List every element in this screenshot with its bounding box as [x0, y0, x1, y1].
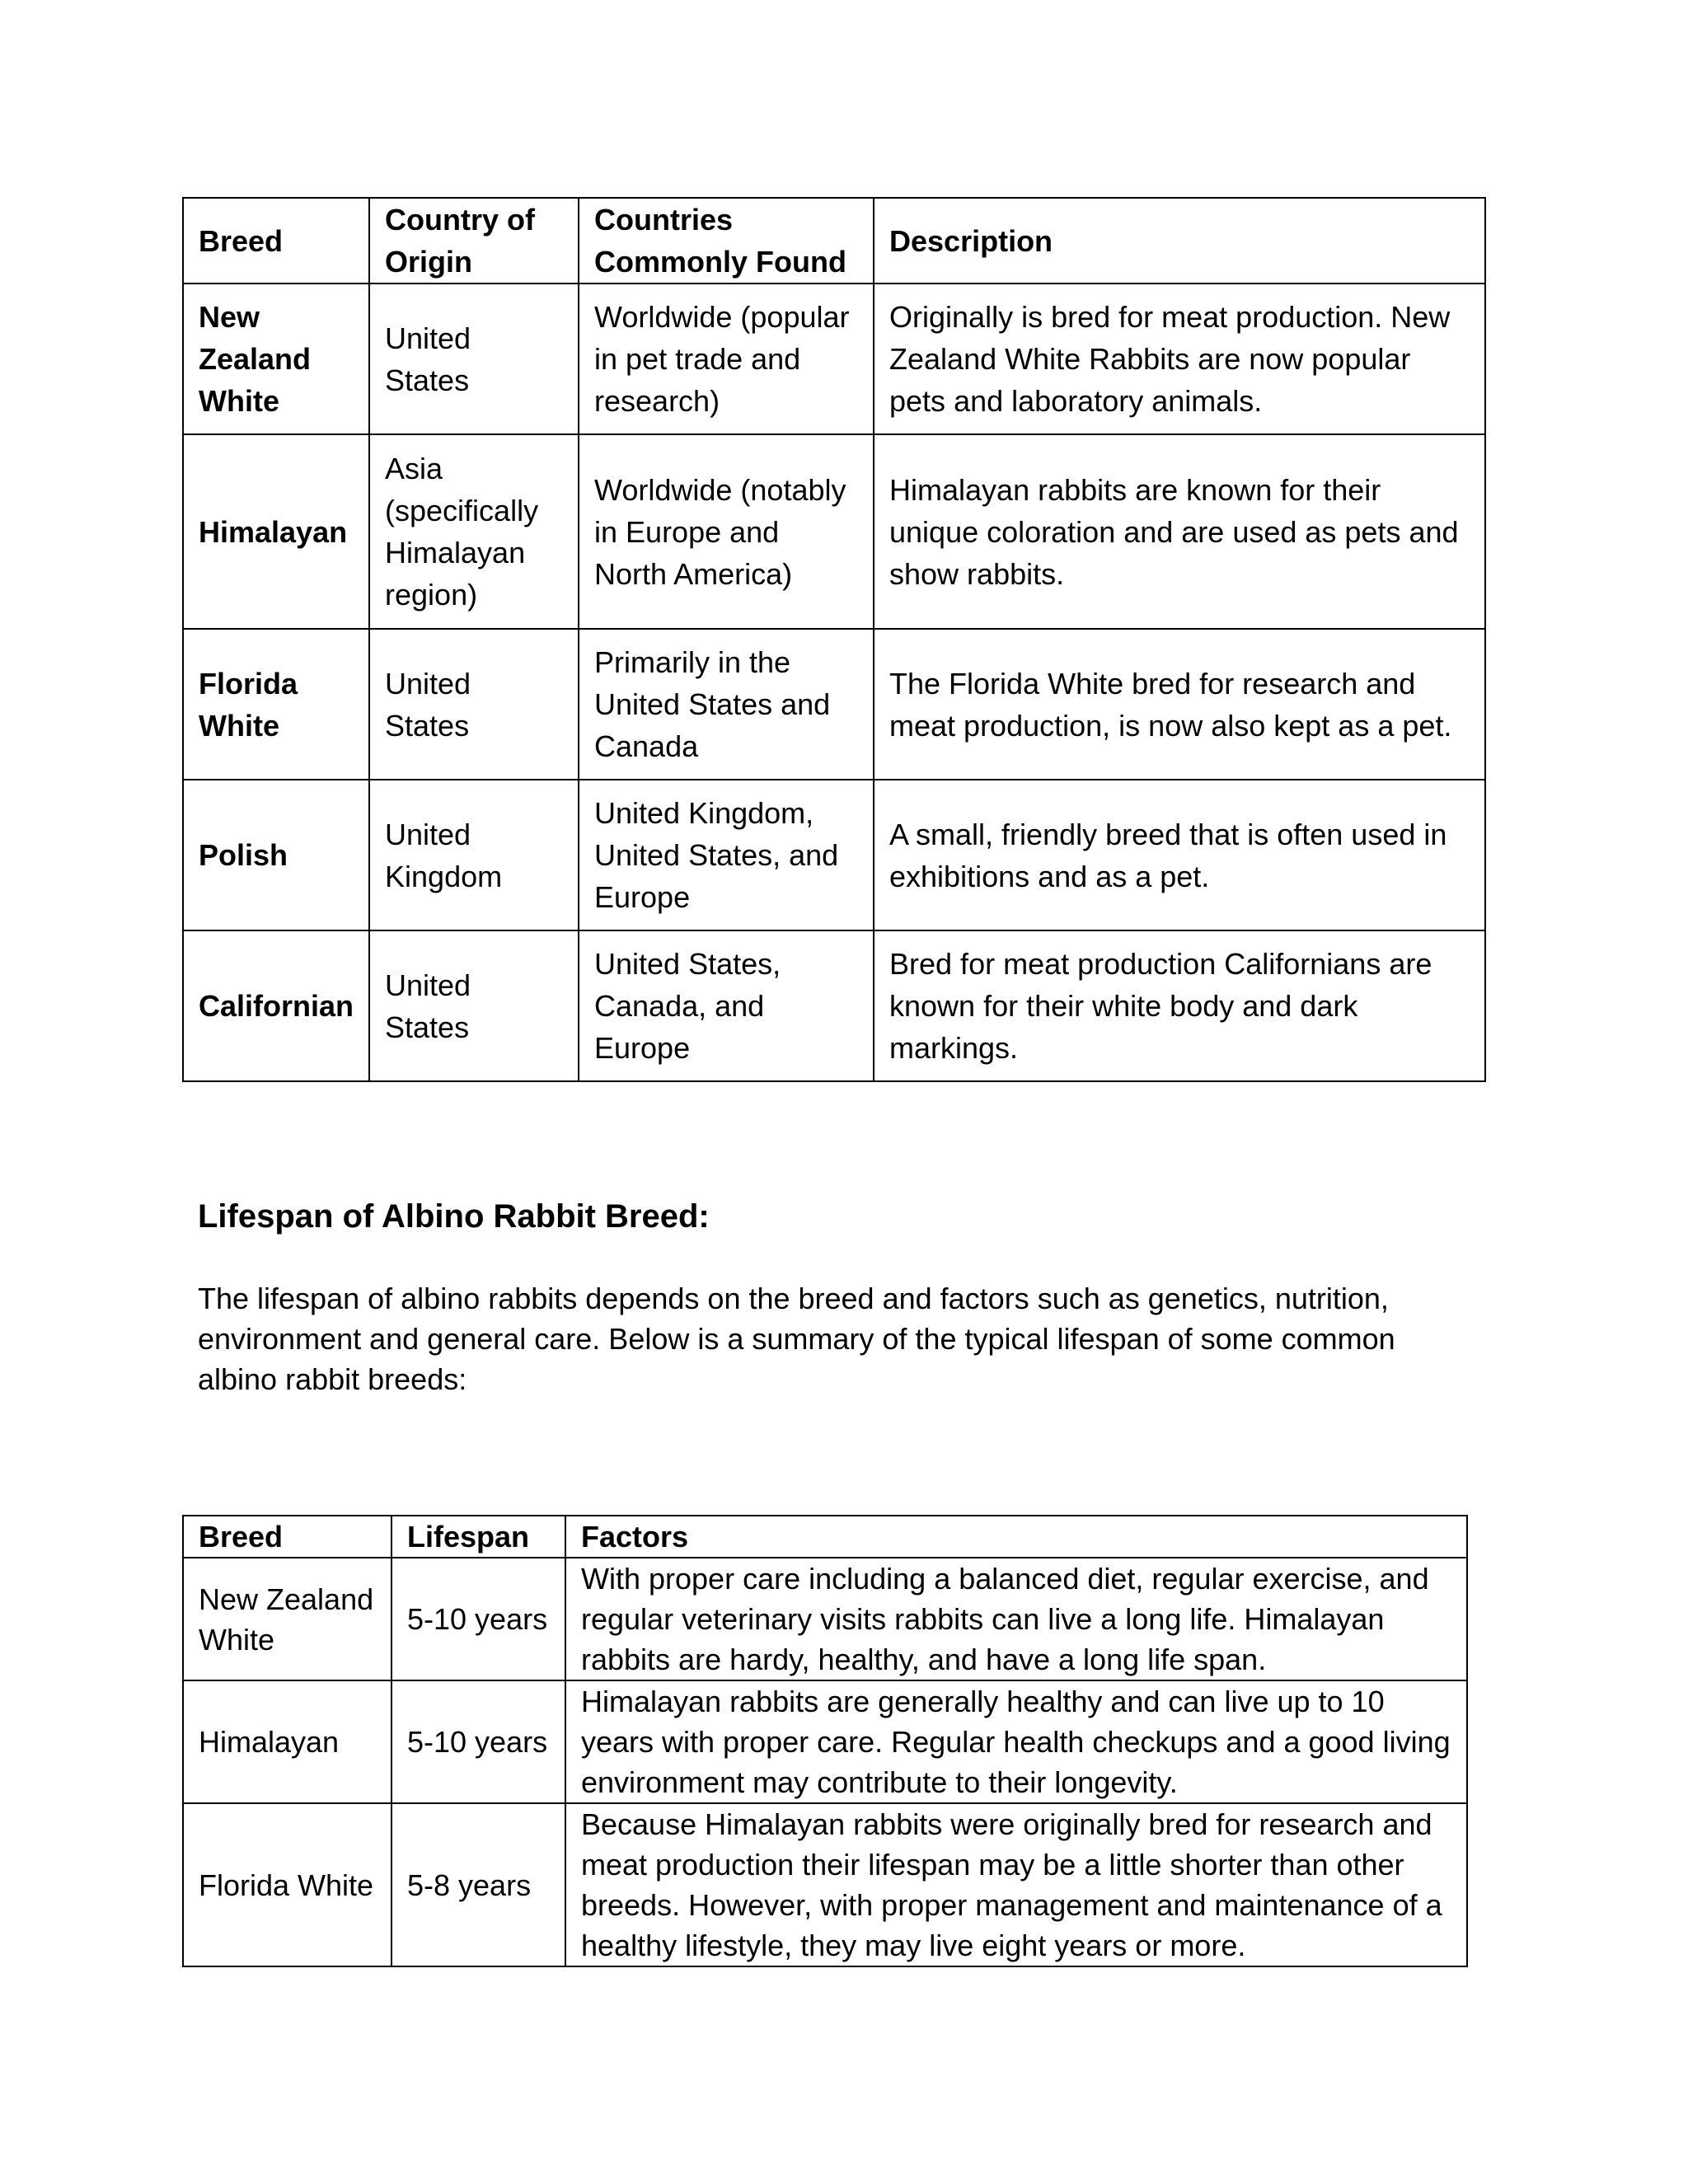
found-cell: Worldwide (notably in Europe and North America)	[579, 434, 874, 629]
description-cell: The Florida White bred for research and meat production, is now also kept as a pet.	[874, 629, 1485, 780]
description-cell: Bred for meat production Californians are known for their white body and dark markings.	[874, 930, 1485, 1081]
factors-cell: Because Himalayan rabbits were originally bred for research and meat production their lifespan may be a little shorter than other breeds. However, with proper management and maintenance of a healthy lifestyle, they may live eight years or more.	[565, 1803, 1467, 1966]
breed-origin-table	[182, 197, 1486, 1082]
header-country-of-origin: Country of Origin	[369, 198, 579, 284]
table-header-row	[183, 1516, 1467, 1558]
table-row	[183, 1803, 1467, 1966]
table-row	[183, 930, 1485, 1081]
description-cell: A small, friendly breed that is often used in exhibitions and as a pet.	[874, 780, 1485, 930]
table-row	[183, 780, 1485, 930]
table-row	[183, 434, 1485, 629]
factors-cell: With proper care including a balanced diet, regular exercise, and regular veterinary visits rabbits can live a long life. Himalayan rabbits are hardy, healthy, and have a long life span.	[565, 1558, 1467, 1680]
header-factors: Factors	[565, 1516, 1467, 1558]
breed-cell: New Zealand White	[183, 1558, 392, 1680]
table-row	[183, 629, 1485, 780]
breed-cell: Himalayan	[183, 1680, 392, 1803]
origin-cell: United States	[369, 629, 579, 780]
header-countries-found: Countries Commonly Found	[579, 198, 874, 284]
lifespan-cell: 5-8 years	[392, 1803, 565, 1966]
origin-cell: United Kingdom	[369, 780, 579, 930]
breed-cell: Polish	[183, 780, 369, 930]
header-breed: Breed	[183, 1516, 392, 1558]
lifespan-cell: 5-10 years	[392, 1680, 565, 1803]
breed-cell: Californian	[183, 930, 369, 1081]
header-lifespan: Lifespan	[392, 1516, 565, 1558]
found-cell: Worldwide (popular in pet trade and research)	[579, 284, 874, 434]
factors-cell: Himalayan rabbits are generally healthy and can live up to 10 years with proper care. Regular health checkups and a good living environment may contribute to their longevity.	[565, 1680, 1467, 1803]
found-cell: United States, Canada, and Europe	[579, 930, 874, 1081]
table-row	[183, 1680, 1467, 1803]
breed-cell: New Zealand White	[183, 284, 369, 434]
breed-cell: Himalayan	[183, 434, 369, 629]
origin-cell: Asia (specifically Himalayan region)	[369, 434, 579, 629]
found-cell: Primarily in the United States and Canada	[579, 629, 874, 780]
breed-cell: Florida White	[183, 629, 369, 780]
section-paragraph: The lifespan of albino rabbits depends on the breed and factors such as genetics, nutrition, environment and general care. Below is a summary of the typical lifespan of some common albino rabbit breeds:	[198, 1282, 1395, 1396]
table-row	[183, 284, 1485, 434]
origin-cell: United States	[369, 284, 579, 434]
lifespan-cell: 5-10 years	[392, 1558, 565, 1680]
header-breed: Breed	[183, 198, 369, 284]
origin-cell: United States	[369, 930, 579, 1081]
table-header-row	[183, 198, 1485, 284]
lifespan-table	[182, 1515, 1468, 1967]
found-cell: United Kingdom, United States, and Europe	[579, 780, 874, 930]
description-cell: Originally is bred for meat production. New Zealand White Rabbits are now popular pets and laboratory animals.	[874, 284, 1485, 434]
section-heading: Lifespan of Albino Rabbit Breed:	[198, 1198, 710, 1235]
description-cell: Himalayan rabbits are known for their unique coloration and are used as pets and show rabbits.	[874, 434, 1485, 629]
header-description: Description	[874, 198, 1485, 284]
table-row	[183, 1558, 1467, 1680]
breed-cell: Florida White	[183, 1803, 392, 1966]
